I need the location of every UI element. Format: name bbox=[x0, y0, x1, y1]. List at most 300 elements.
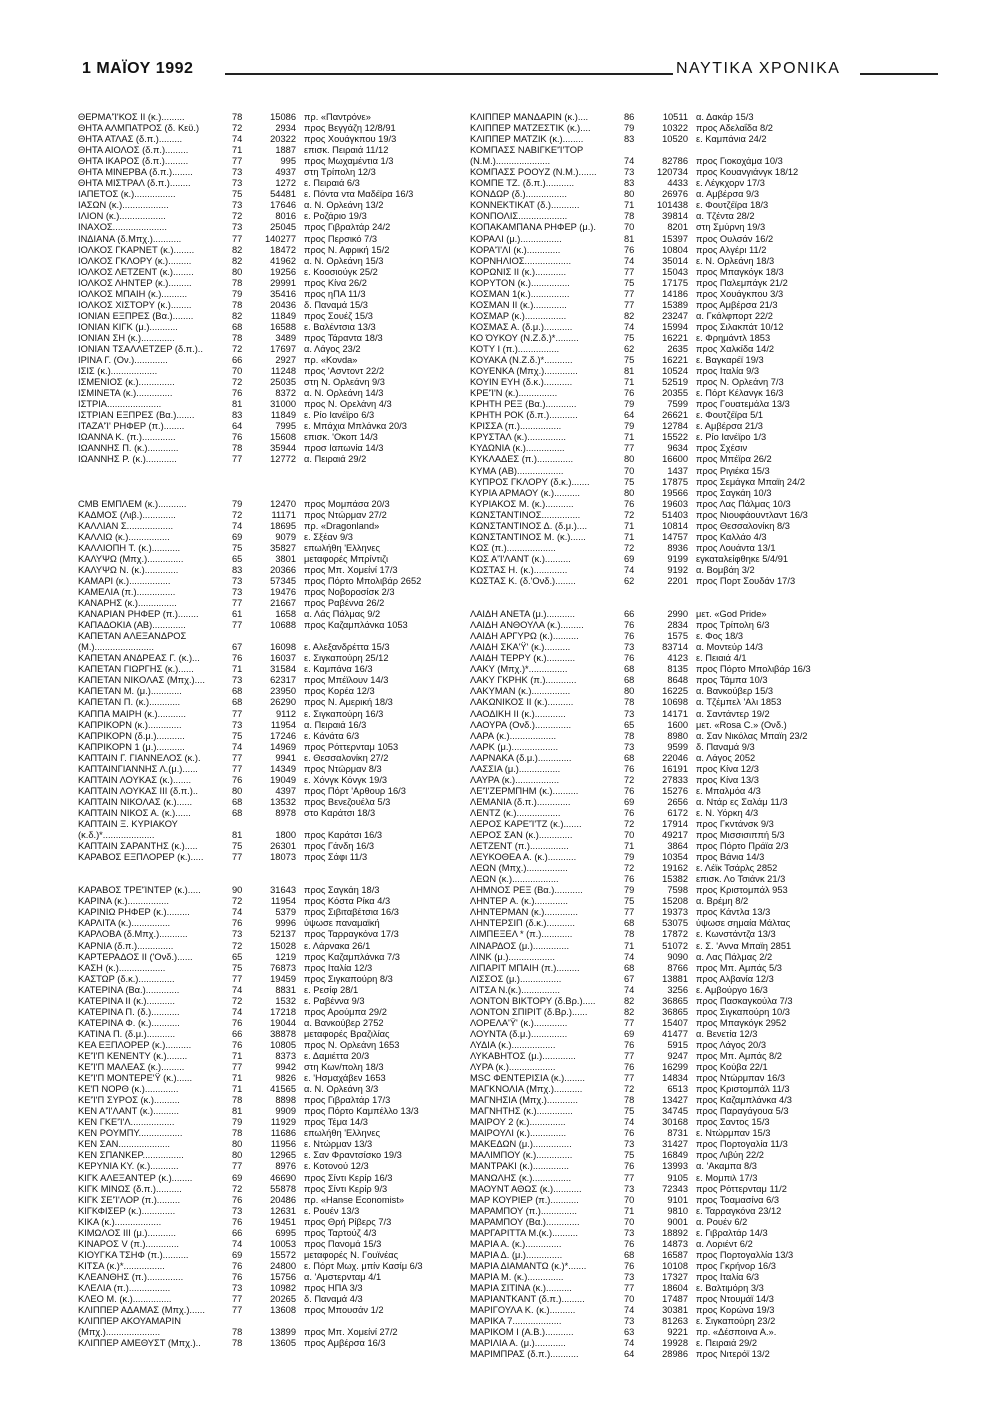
tonnage: 9826 bbox=[275, 1073, 296, 1084]
ship-name: ΛΕΩΝ (Μπχ.)................ bbox=[470, 863, 568, 874]
build-year: 72 bbox=[232, 211, 243, 222]
position-status: ε. Λέϊκ Τσάρλς 2852 bbox=[696, 863, 778, 874]
tonnage: 10354 bbox=[662, 852, 688, 863]
build-year: 76 bbox=[624, 785, 635, 796]
ship-row bbox=[78, 510, 486, 521]
build-year: 75 bbox=[232, 730, 243, 741]
build-year: 73 bbox=[624, 1139, 635, 1150]
tonnage: 8016 bbox=[275, 211, 296, 222]
position-status: α. 'Αμστερνταμ 4/1 bbox=[304, 1271, 382, 1282]
ship-name: ΛΕΡΟΣ ΚΑΡΕ'Ί'ΤΖ (κ.)....... bbox=[470, 819, 582, 829]
ship-row bbox=[470, 1018, 878, 1029]
tonnage: 26621 bbox=[662, 410, 688, 421]
position-status: στη Κων/πολη 18/3 bbox=[304, 1062, 384, 1073]
tonnage: 1575 bbox=[667, 631, 688, 642]
build-year: 75 bbox=[232, 542, 243, 553]
tonnage: 11954 bbox=[270, 719, 296, 730]
position-status: προς Τρίπολη 6/3 bbox=[696, 620, 770, 631]
build-year: 75 bbox=[232, 841, 243, 852]
tonnage: 18073 bbox=[270, 852, 296, 863]
build-year: 77 bbox=[232, 1062, 243, 1073]
build-year: 78 bbox=[232, 299, 243, 310]
tonnage: 101438 bbox=[656, 200, 688, 211]
ship-name: ΚΕΝ ΣΑΝ.................... bbox=[78, 1139, 171, 1150]
build-year: 77 bbox=[624, 1073, 635, 1084]
position-status: επισκ. 'Οκοπ 14/3 bbox=[304, 432, 378, 443]
position-status: ε. Γιβραλτάρ 14/3 bbox=[696, 1227, 768, 1238]
ship-name: ΚΑΠΤΑΙΝ Γ. ΓΙΑΝΝΕΛΟΣ (κ.). bbox=[78, 752, 201, 763]
header-rule-end bbox=[860, 73, 938, 75]
ship-name: ΛΗΝΤΕΡΜΑΝ (κ.)............. bbox=[470, 907, 578, 918]
ship-row bbox=[78, 399, 486, 410]
ship-name: ΚΑΠΠΑ ΜΑΙΡΗ (κ.)........... bbox=[78, 708, 186, 719]
build-year: 67 bbox=[624, 973, 635, 984]
tonnage: 57345 bbox=[270, 575, 296, 586]
build-year: 73 bbox=[232, 200, 243, 211]
ship-name: ΛΟΝΤΟΝ ΣΠΙΡΙΤ (δ.Βρ.)...... bbox=[470, 1006, 588, 1017]
ship-row bbox=[470, 443, 878, 454]
left-column bbox=[78, 112, 486, 1349]
ship-name: ΙΣΤΡΙΑΝ ΕΞΠΡΕΣ (Βα.)....... bbox=[78, 410, 195, 421]
ship-name: ΛΑΙΔΗ ΑΝΕΤΑ (μ.)........... bbox=[470, 609, 575, 620]
ship-row bbox=[470, 1349, 878, 1360]
ship-name: ΚΟΡΑ'Ί'ΛΙ (κ.)............. bbox=[470, 244, 561, 255]
position-status: ε. Ρίο Ιανέϊρο 6/3 bbox=[304, 410, 375, 421]
position-status: ε. Καμπάνια 24/2 bbox=[696, 134, 767, 145]
tonnage: 11954 bbox=[270, 896, 296, 907]
ship-row bbox=[470, 753, 878, 764]
ship-name: ΙΑΠΕΤΟΣ (κ.)................ bbox=[78, 189, 176, 200]
ship-row bbox=[470, 797, 878, 808]
tonnage: 19049 bbox=[270, 774, 296, 785]
tonnage: 7598 bbox=[667, 885, 688, 896]
build-year: 73 bbox=[232, 575, 243, 586]
ship-row bbox=[470, 245, 878, 256]
ship-row bbox=[78, 653, 486, 664]
ship-row bbox=[470, 786, 878, 797]
ship-name: ΚΑΤΕΡΙΝΑ ΙΙ (κ.)........... bbox=[78, 995, 175, 1006]
position-status: δ. Παναμά 9/3 bbox=[696, 741, 755, 752]
ship-name: ΚΩΣΤΑΣ Η. (κ.)............. bbox=[470, 564, 568, 575]
tonnage: 19256 bbox=[270, 266, 296, 277]
ship-row bbox=[470, 289, 878, 300]
tonnage: 120734 bbox=[656, 167, 688, 178]
position-status: ε. Ρουέν 13/3 bbox=[304, 1205, 360, 1216]
tonnage: 17875 bbox=[662, 476, 688, 487]
position-status: προς Ν. Αμερική 18/3 bbox=[304, 697, 393, 708]
ship-name: ΚΟΥΙΝ ΕΥΗ (δ.κ.)........... bbox=[470, 377, 573, 388]
tonnage: 19566 bbox=[662, 487, 688, 498]
ship-row bbox=[470, 1294, 878, 1305]
build-year: 68 bbox=[232, 321, 243, 332]
ship-row bbox=[470, 344, 878, 355]
ship-row bbox=[470, 234, 878, 245]
publication-title: ΝΑΥΤΙΚΑ ΧΡΟΝΙΚΑ bbox=[676, 60, 841, 77]
build-year: 74 bbox=[232, 1006, 243, 1017]
ship-name: ΜΑΡΙΑΝΤΚΑΝΤ (δ.π.)......... bbox=[470, 1294, 585, 1305]
ship-row bbox=[470, 941, 878, 952]
ship-row bbox=[78, 344, 486, 355]
build-year: 68 bbox=[624, 675, 635, 686]
ship-name: ΜΑΡ ΚΟΥΡΙΕΡ (π.)........... bbox=[470, 1194, 579, 1205]
ship-name: ΚΑΠΕΤΑΝ ΝΙΚΟΛΑΣ (Μπχ.).... bbox=[78, 675, 205, 686]
ship-name: ΜΑΓΝΗΤΗΣ (κ.).............. bbox=[470, 1106, 573, 1117]
ship-name: ΜΑΙΡΟΥ 2 (κ.).............. bbox=[470, 1117, 566, 1128]
build-year: 72 bbox=[624, 819, 635, 829]
position-status: α. Ν. Ορλεάνη 13/2 bbox=[304, 200, 384, 211]
build-year: 68 bbox=[232, 807, 243, 818]
position-status: προς Ταρραγκόνα 17/3 bbox=[304, 929, 399, 940]
position-status: προς Βάνια 14/3 bbox=[696, 852, 765, 863]
position-status: ε. Πειραιά 29/2 bbox=[696, 1338, 758, 1349]
tonnage: 1658 bbox=[275, 609, 296, 620]
tonnage: 17697 bbox=[270, 343, 296, 354]
build-year bbox=[232, 631, 254, 642]
tonnage: 10053 bbox=[270, 1238, 296, 1249]
ship-row bbox=[78, 598, 486, 609]
position-status: ε. Βαγκαρέϊ 19/3 bbox=[696, 355, 764, 366]
position-status: ε. Αμβούργο 16/3 bbox=[696, 984, 768, 995]
build-year: 76 bbox=[232, 388, 243, 399]
ship-row bbox=[470, 311, 878, 322]
ship-row bbox=[470, 653, 878, 664]
build-year: 69 bbox=[232, 1249, 243, 1260]
build-year: 77 bbox=[232, 156, 243, 167]
build-year: 77 bbox=[232, 973, 243, 984]
ship-row bbox=[78, 1283, 486, 1294]
ship-name: ΛΕΥΚΟΘΕΑ Α. (κ.)........... bbox=[470, 852, 577, 863]
ship-name: ΚΙΤΣΑ (κ.)*................ bbox=[78, 1260, 165, 1271]
tonnage: 1437 bbox=[667, 465, 688, 476]
ship-row bbox=[470, 1095, 878, 1106]
ship-name: ΚΟΡΩΝΙΣ ΙΙ (κ.)............ bbox=[470, 266, 567, 277]
position-status: προς Καζαμπλάνκα 7/3 bbox=[304, 951, 400, 962]
ship-name: ΘΗΤΑ ΑΛΜΠΑΤΡΟΣ (δ. Κεϋ.) bbox=[78, 123, 200, 134]
tonnage: 19476 bbox=[270, 587, 296, 598]
build-year bbox=[624, 145, 646, 156]
ship-row bbox=[470, 410, 878, 421]
position-status: προς Θρή Ρίβερς 7/3 bbox=[304, 1216, 392, 1227]
build-year: 80 bbox=[624, 686, 635, 697]
position-status: προς Ντώρμαν 8/3 bbox=[304, 763, 382, 774]
position-status: α. Λάς Πάλμας 9/2 bbox=[304, 609, 381, 620]
position-status: προς Γιβραλτάρ 17/3 bbox=[304, 1095, 391, 1106]
ship-name: ΚΕ'Ί'Π ΣΥΡΟΣ (κ.).......... bbox=[78, 1095, 180, 1106]
ship-name: ΛΑΣΣΙΑ (μ.)................ bbox=[470, 763, 561, 774]
build-year: 77 bbox=[232, 752, 243, 763]
ship-row bbox=[470, 1106, 878, 1117]
position-status: α. Αμβέρσα 9/3 bbox=[696, 189, 759, 200]
ship-row bbox=[78, 576, 486, 587]
ship-row bbox=[470, 532, 878, 543]
ship-name: ΚΑΛΛΙΟΠΗ Τ. (κ.)........... bbox=[78, 542, 181, 553]
build-year: 73 bbox=[624, 741, 635, 752]
tonnage: 17487 bbox=[662, 1294, 688, 1305]
ship-name: ΙΩΑΝΝΑ Κ. (π.)............. bbox=[78, 432, 176, 443]
tonnage: 19373 bbox=[662, 907, 688, 918]
tonnage: 10804 bbox=[662, 244, 688, 255]
ship-row bbox=[470, 432, 878, 443]
ship-row bbox=[78, 333, 486, 344]
ship-row bbox=[78, 720, 486, 731]
tonnage: 19459 bbox=[270, 973, 296, 984]
build-year: 70 bbox=[624, 830, 635, 841]
ship-row bbox=[470, 929, 878, 940]
build-year: 74 bbox=[232, 907, 243, 918]
ship-row bbox=[470, 1206, 878, 1217]
tonnage: 6995 bbox=[275, 1227, 296, 1238]
position-status: ε. Ν. Υόρκη 4/3 bbox=[696, 807, 759, 818]
position-status: α. Λοριέντ 6/2 bbox=[696, 1238, 753, 1249]
position-status: προς Πορτ Σουδάν 17/3 bbox=[696, 575, 796, 586]
build-year: 81 bbox=[232, 399, 243, 410]
tonnage: 26301 bbox=[270, 841, 296, 852]
position-status: ε. Ραβέννα 9/3 bbox=[304, 995, 365, 1006]
build-year: 72 bbox=[232, 509, 243, 520]
position-status: α. Τζέμπελ 'Αλι 1853 bbox=[696, 697, 782, 708]
ship-name: ΚΑΠΤΑΙΝ ΛΟΥΚΑΣ ΙΙΙ (δ.π.).. bbox=[78, 785, 198, 796]
ship-name: ΚΡΗΤΗ ΡΕΞ (Βα.)............ bbox=[470, 399, 577, 410]
position-status: προς Γκντάνσκ 9/3 bbox=[696, 819, 774, 829]
position-status: ε. Λέγκχορν 17/3 bbox=[696, 178, 765, 189]
ship-row bbox=[78, 587, 486, 598]
build-year: 68 bbox=[624, 918, 635, 929]
tonnage: 17327 bbox=[662, 1271, 688, 1282]
ship-name: ΜΑΡΙΚΑ 7................... bbox=[470, 1316, 562, 1327]
tonnage: 12772 bbox=[270, 454, 296, 465]
tonnage: 51403 bbox=[662, 509, 688, 520]
ship-row bbox=[78, 775, 486, 786]
build-year: 72 bbox=[624, 542, 635, 553]
ship-name: ΜΑΓΝΗΣΙΑ (Μπχ.)............ bbox=[470, 1095, 578, 1106]
tonnage: 2656 bbox=[667, 796, 688, 807]
build-year: 77 bbox=[232, 1161, 243, 1172]
build-year: 77 bbox=[624, 443, 635, 454]
ship-row bbox=[470, 609, 878, 620]
build-year: 76 bbox=[232, 653, 243, 664]
tonnage: 20265 bbox=[270, 1294, 296, 1305]
ship-name: ΚΛΕΟ Μ. (κ.)............... bbox=[78, 1294, 172, 1305]
build-year: 72 bbox=[232, 1183, 243, 1194]
tonnage: 15043 bbox=[662, 266, 688, 277]
ship-name: ΙΟΝΙΑΝ ΤΣΑΛΛΕΤΖΕΡ (δ.π.).. bbox=[78, 343, 203, 354]
position-status: προς Λας Πάλμας 10/3 bbox=[696, 498, 791, 509]
ship-row bbox=[78, 322, 486, 333]
ship-row bbox=[78, 753, 486, 764]
ship-row bbox=[78, 797, 486, 808]
build-year: 63 bbox=[624, 1327, 635, 1338]
ship-row bbox=[78, 1095, 486, 1106]
ship-name: ΚΑΔΜΟΣ (Λιβ.)............. bbox=[78, 509, 176, 520]
build-year: 82 bbox=[232, 310, 243, 321]
position-status: προς Μπ. Χομείνί 27/2 bbox=[304, 1327, 398, 1338]
ship-row bbox=[78, 200, 486, 211]
ship-row bbox=[470, 510, 878, 521]
build-year: 76 bbox=[624, 620, 635, 631]
ship-name: ΚΟΜΠΕ ΤΖ. (δ.π.)........... bbox=[470, 178, 575, 189]
ship-name: ΚΑΛΛΙΩ (κ.)................ bbox=[78, 531, 170, 542]
ship-row bbox=[470, 631, 878, 642]
ship-row bbox=[470, 1283, 878, 1294]
build-year: 80 bbox=[232, 266, 243, 277]
build-year: 76 bbox=[232, 918, 243, 929]
tonnage: 15389 bbox=[662, 299, 688, 310]
tonnage: 11171 bbox=[271, 509, 296, 520]
build-year: 82 bbox=[624, 310, 635, 321]
ship-row bbox=[470, 819, 878, 830]
ship-name: ΚΟΝΝΕΚΤΙΚΑΤ (δ.)........... bbox=[470, 200, 580, 211]
section-gap bbox=[78, 477, 486, 488]
position-status: προς Σιγκαπούρη 8/3 bbox=[304, 973, 393, 984]
position-status: προσ Ιαπωνία 14/3 bbox=[304, 443, 384, 454]
ship-row bbox=[470, 421, 878, 432]
tonnage: 9199 bbox=[667, 553, 688, 564]
ship-row bbox=[470, 499, 878, 510]
position-status: α. Πειραιά 16/3 bbox=[304, 719, 367, 730]
ship-row bbox=[78, 245, 486, 256]
build-year: 69 bbox=[232, 1172, 243, 1183]
build-year: 76 bbox=[624, 763, 635, 774]
build-year: 69 bbox=[232, 531, 243, 542]
ship-name: ΙΟΝΙΑΝ ΚΙΓΚ (μ.)........... bbox=[78, 321, 178, 332]
ship-name: ΚΙΟΥΓΚΑ ΤΣΗΦ (π.).......... bbox=[78, 1249, 189, 1260]
build-year: 82 bbox=[232, 244, 243, 255]
tonnage: 82786 bbox=[662, 156, 688, 167]
build-year: 74 bbox=[232, 741, 243, 752]
position-status: προς Ουλσάν 16/2 bbox=[696, 233, 774, 244]
tonnage: 4397 bbox=[275, 785, 296, 796]
tonnage: 8731 bbox=[667, 1128, 688, 1139]
build-year: 72 bbox=[232, 896, 243, 907]
ship-row bbox=[470, 1150, 878, 1161]
build-year: 77 bbox=[232, 708, 243, 719]
ship-row bbox=[78, 1184, 486, 1195]
position-status: προς Ρόττερνταμ 11/2 bbox=[696, 1183, 787, 1194]
ship-row bbox=[470, 742, 878, 753]
ship-name: ΚΕ'Ί'Π ΜΟΝΤΕΡΕ'Ϋ (κ.)...... bbox=[78, 1073, 193, 1084]
position-status bbox=[304, 631, 486, 642]
tonnage: 21667 bbox=[270, 598, 296, 609]
ship-row bbox=[78, 256, 486, 267]
ship-row bbox=[78, 819, 486, 830]
ship-name: ΚΑΡΙΝΑ (κ.)................ bbox=[78, 896, 169, 907]
ship-name: ΚΑΡΛΙΤΑ (κ.)............... bbox=[78, 918, 171, 929]
position-status: ε. Πειραιά 6/3 bbox=[304, 178, 360, 189]
tonnage: 11686 bbox=[270, 1128, 296, 1139]
build-year: 74 bbox=[624, 1305, 635, 1316]
build-year: 72 bbox=[624, 774, 635, 785]
position-status bbox=[304, 819, 486, 830]
tonnage: 34745 bbox=[662, 1106, 688, 1117]
tonnage: 26290 bbox=[270, 697, 296, 708]
ship-name: ΙΟΛΚΟΣ ΓΚΛΟΡΥ (κ.)......... bbox=[78, 255, 192, 266]
build-year: 78 bbox=[232, 332, 243, 343]
build-year: 75 bbox=[624, 476, 635, 487]
position-status: προς Μπ. Χομείνί 17/3 bbox=[304, 564, 398, 575]
build-year: 76 bbox=[232, 1271, 243, 1282]
tonnage: 16098 bbox=[270, 642, 296, 653]
ship-name: ΙΡΙΝΑ Γ. (Ον.)............. bbox=[78, 355, 168, 366]
build-year: 76 bbox=[232, 1017, 243, 1028]
build-year: 75 bbox=[624, 277, 635, 288]
ship-name: ΛΑΟΔΙΚΗ ΙΙ (κ.)............ bbox=[470, 708, 566, 719]
ship-row bbox=[78, 1040, 486, 1051]
build-year: 75 bbox=[624, 332, 635, 343]
ship-name: ΚΕ'Ί'Π ΚΕΝΕΝΤΥ (κ.)........ bbox=[78, 1050, 188, 1061]
build-year: 81 bbox=[232, 1106, 243, 1117]
ship-row bbox=[78, 764, 486, 775]
build-year: 76 bbox=[232, 1216, 243, 1227]
tonnage: 18472 bbox=[270, 244, 296, 255]
tonnage: 41962 bbox=[270, 255, 296, 266]
build-year: 66 bbox=[232, 1227, 243, 1238]
position-status: μετ. «God Pride» bbox=[696, 609, 767, 620]
ship-name: ΛΑΙΔΗ ΑΝΘΟΥΛΑ (κ.)......... bbox=[470, 620, 584, 631]
build-year: 68 bbox=[624, 752, 635, 763]
position-status: προς Λουάντα 13/1 bbox=[696, 542, 776, 553]
build-year: 72 bbox=[232, 377, 243, 388]
ship-name: ΚΟΤΥ Ι (π.)................ bbox=[470, 343, 560, 354]
position-status: ε. Πόρτ Κέλανγκ 16/3 bbox=[696, 388, 784, 399]
ship-name: ΘΗΤΑ ΑΤΛΑΣ (δ.π.)......... bbox=[78, 134, 183, 145]
tonnage: 20366 bbox=[270, 564, 296, 575]
tonnage: 14349 bbox=[270, 763, 296, 774]
ship-row bbox=[78, 377, 486, 388]
ship-name: ΜΑΡΙΛΙΑ Α. (μ.)............ bbox=[470, 1338, 566, 1349]
build-year: 71 bbox=[624, 1205, 635, 1216]
tonnage: 13608 bbox=[270, 1305, 296, 1316]
tonnage: 16600 bbox=[662, 454, 688, 465]
ship-name: ΚΩΣ (π.)................... bbox=[470, 542, 556, 553]
build-year: 77 bbox=[624, 1017, 635, 1028]
section-gap bbox=[78, 874, 486, 885]
build-year: 73 bbox=[232, 222, 243, 233]
position-status: επισκ. Λο Τσιάνκ 21/3 bbox=[696, 874, 786, 885]
build-year: 79 bbox=[232, 1117, 243, 1128]
tonnage: 35416 bbox=[270, 288, 296, 299]
position-status: προς Γιβραλτάρ 24/2 bbox=[304, 222, 391, 233]
ship-row bbox=[470, 642, 878, 653]
ship-row bbox=[470, 1338, 878, 1349]
build-year: 75 bbox=[232, 189, 243, 200]
build-year: 74 bbox=[624, 984, 635, 995]
tonnage: 27833 bbox=[662, 774, 688, 785]
build-year: 76 bbox=[624, 874, 635, 885]
ship-name: ΛΑΙΔΗ ΤΕΡΡΥ (κ.)........... bbox=[470, 653, 576, 664]
tonnage: 9001 bbox=[667, 1216, 688, 1227]
tonnage: 29991 bbox=[270, 277, 296, 288]
ship-row bbox=[470, 377, 878, 388]
ship-name: ΘΗΤΑ ΑΙΟΛΟΣ (δ.π.)......... bbox=[78, 145, 189, 156]
build-year: 75 bbox=[624, 1150, 635, 1161]
ship-row bbox=[78, 1250, 486, 1261]
tonnage: 12470 bbox=[270, 498, 296, 509]
ship-row bbox=[470, 355, 878, 366]
position-status: ε. Θεσσαλονίκη 27/2 bbox=[304, 752, 389, 763]
ship-name: ΛΙΝΑΡΔΟΣ (μ.).............. bbox=[470, 940, 570, 951]
ship-name: ΚΩΝΣΤΑΝΤΙΝΟΣ Μ. (κ.)...... bbox=[470, 531, 586, 542]
position-status: πρ. «Dragonland» bbox=[304, 520, 380, 531]
build-year: 76 bbox=[624, 388, 635, 399]
position-status: προς Πόρτο Μπολιβάρ 2652 bbox=[304, 575, 422, 586]
tonnage: 8936 bbox=[667, 542, 688, 553]
ship-name: ΜΑΡΙΚΟΜ Ι (Α.Β.)........... bbox=[470, 1327, 574, 1338]
position-status: εγκαταλείφθηκε 5/4/91 bbox=[696, 553, 789, 564]
position-status: ε. Φουτζέϊρα 18/3 bbox=[696, 200, 769, 211]
position-status: προς Σεμάγκα Μπαϊη 24/2 bbox=[696, 476, 806, 487]
ship-row bbox=[78, 896, 486, 907]
ship-row bbox=[78, 355, 486, 366]
